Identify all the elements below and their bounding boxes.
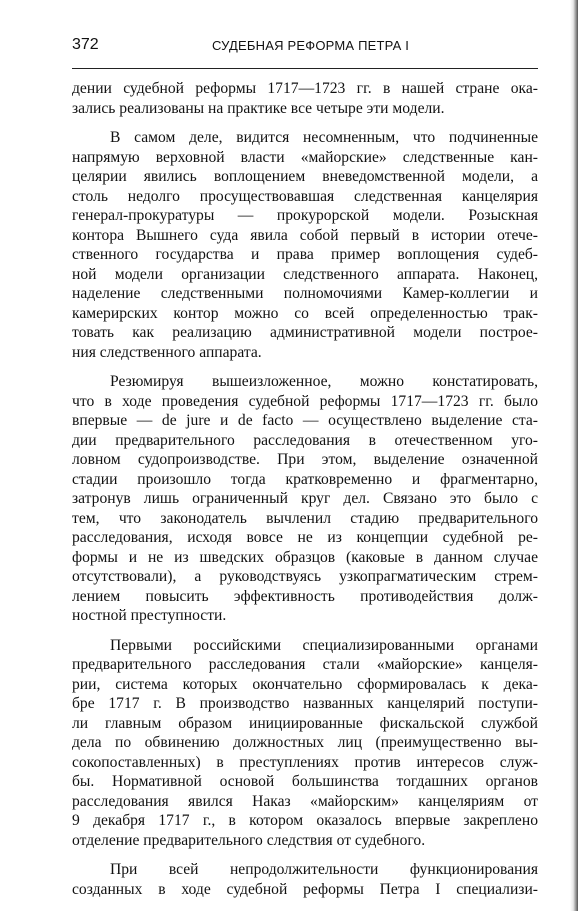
paragraph xyxy=(72,636,538,851)
text-line: ностной преступности. xyxy=(72,607,227,624)
page-edge-shadow xyxy=(570,0,578,911)
text-line: ной модели организации следственного аппарата. Наконец, xyxy=(72,265,538,283)
text-line: созданных в ходе судебной реформы Петра I специализи- xyxy=(72,880,538,898)
text-line: При всей непродолжительности функционирования xyxy=(110,861,538,878)
paragraph xyxy=(72,372,538,626)
text-line: напрямую верховной власти «майорские» следственные кан- xyxy=(72,148,538,166)
text-line: тем, что законодатель вычленил стадию предварительного xyxy=(72,509,538,527)
text-line: затронув лишь ограниченный круг дел. Связано это было с xyxy=(72,490,538,507)
page-header xyxy=(72,36,540,58)
running-title: СУДЕБНАЯ РЕФОРМА ПЕТРА I xyxy=(212,38,410,53)
text-line: что в ходе проведения судебной реформы 1717—1723 гг. было xyxy=(72,392,538,410)
header-rule xyxy=(72,68,538,69)
text-line: предварительного расследования стали «майорские» канцеля- xyxy=(72,656,538,673)
text-line: генерал-прокуратуры — прокурорской модели. Розыскная xyxy=(72,207,538,224)
text-line: дии предварительного расследования в отечественном уго- xyxy=(72,431,538,449)
text-line: рии, система которых окончательно сформировалась к дека- xyxy=(72,675,538,693)
text-line: ственного государства и права пример воплощения судеб- xyxy=(72,246,538,263)
text-line: ловном судопроизводстве. При этом, выделение означенной xyxy=(72,451,538,468)
text-line: зались реализованы на практике все четыре эти модели. xyxy=(72,99,445,117)
text-line: впервые — de jure и de facto — осуществлено выделение ста- xyxy=(72,412,538,429)
text-line: 9 декабря 1717 г., в котором оказалось впервые закреплено xyxy=(72,812,538,829)
text-line: отделение предварительного следствия от судебного. xyxy=(72,831,426,849)
page-number: 372 xyxy=(72,36,99,53)
text-line: камерирских контор можно со всей определенностью трак- xyxy=(72,304,538,322)
text-line: бы. Нормативной основой большинства тогдашних органов xyxy=(72,773,538,790)
text-line: наделение следственными полномочиями Камер-коллегии и xyxy=(72,285,538,302)
text-line: столь недолго просуществовавшая следственная канцелярия xyxy=(72,187,538,205)
text-line: дела по обвинению должностных лиц (преимущественно вы- xyxy=(72,734,538,751)
paragraph xyxy=(72,128,538,362)
text-line: бре 1717 г. В производство названных канцелярий поступи- xyxy=(72,695,538,712)
text-line: расследования явился Наказ «майорским» канцеляриям от xyxy=(72,792,538,810)
text-line: сокопоставленных) в преступлениях против интересов служ- xyxy=(72,753,538,771)
page-body xyxy=(72,79,538,899)
text-line: ния следственного аппарата. xyxy=(72,343,262,361)
text-line: товать как реализацию административной модели построе- xyxy=(72,324,538,341)
text-line: отсутствовали), а руководствуясь узкопрагматическим стрем- xyxy=(72,568,538,585)
text-line: стадии произошло тогда кратковременно и фрагментарно, xyxy=(72,470,538,488)
text-line: ли главным образом инициированные фискальской службой xyxy=(72,714,538,732)
text-line: формы и не из шведских образцов (каковые в данном случае xyxy=(72,548,538,566)
text-line: расследования, исходя вовсе не из концепции судебной ре- xyxy=(72,529,538,546)
text-line: дении судебной реформы 1717—1723 гг. в нашей стране ока- xyxy=(72,80,538,97)
text-line: Резюмируя вышеизложенное, можно констатировать, xyxy=(110,373,538,390)
text-line: Первыми российскими специализированными органами xyxy=(110,636,538,654)
paragraph xyxy=(72,79,538,118)
text-line: лением повысить эффективность противодействия долж- xyxy=(72,587,538,605)
text-line: контора Вышнего суда явила собой первый в истории отече- xyxy=(72,226,538,244)
paragraph xyxy=(72,860,538,899)
text-line: В самом деле, видится несомненным, что подчиненные xyxy=(110,129,538,146)
text-line: целярии явились воплощением вневедомственной модели, а xyxy=(72,168,538,185)
